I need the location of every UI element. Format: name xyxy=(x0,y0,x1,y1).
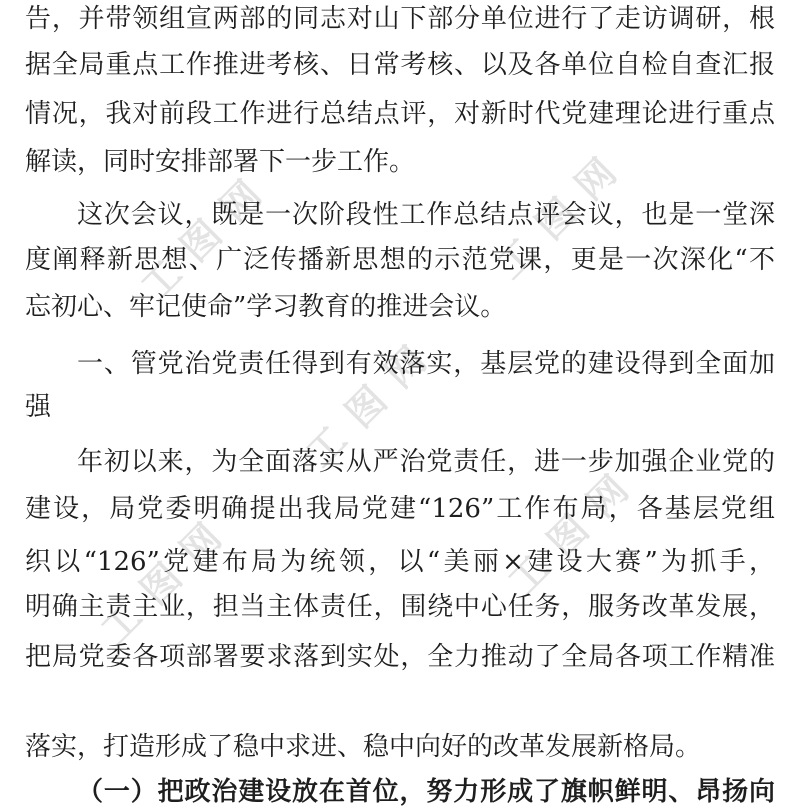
text-line: 据全局重点工作推进考核、日常考核、以及各单位自检自查汇报 xyxy=(25,50,775,80)
text-line: 情况，我对前段工作进行总结点评，对新时代党建理论进行重点 xyxy=(25,99,775,129)
watermark: 工图网 xyxy=(499,454,650,605)
text-line: 建设，局党委明确提出我局党建“126”工作布局，各基层党组 xyxy=(25,494,775,524)
text-line: 忘初心、牢记使命”学习教育的推进会议。 xyxy=(25,292,507,322)
watermark: 工图网 xyxy=(92,502,243,653)
text-line: 织以“126”党建布局为统领，以“美丽×建设大赛”为抓手， xyxy=(25,547,775,577)
watermark: 工图网 xyxy=(132,159,283,310)
watermark: 工图网 xyxy=(487,137,638,288)
text-line: 年初以来，为全面落实从严治党责任，进一步加强企业党的 xyxy=(77,447,775,477)
text-line: 落实，打造形成了稳中求进、稳中向好的改革发展新格局。 xyxy=(25,732,702,762)
section-heading-line: 强 xyxy=(25,392,52,422)
text-line: 把局党委各项部署要求落到实处，全力推动了全局各项工作精准 xyxy=(25,642,775,672)
text-line: 这次会议，既是一次阶段性工作总结点评会议，也是一堂深 xyxy=(77,200,775,230)
subsection-heading-line: （一）把政治建设放在首位，努力形成了旗帜鲜明、昂扬向 xyxy=(77,777,775,807)
text-line: 告，并带领组宣两部的同志对山下部分单位进行了走访调研，根 xyxy=(25,4,775,34)
text-line: 明确主责主业，担当主体责任，围绕中心任务，服务改革发展， xyxy=(25,592,775,622)
watermark: 工图网 xyxy=(297,325,448,476)
section-heading-line: 一、管党治党责任得到有效落实，基层党的建设得到全面加 xyxy=(77,349,775,379)
text-line: 度阐释新思想、广泛传播新思想的示范党课，更是一次深化“不 xyxy=(25,245,775,275)
text-line: 解读，同时安排部署下一步工作。 xyxy=(25,147,416,177)
